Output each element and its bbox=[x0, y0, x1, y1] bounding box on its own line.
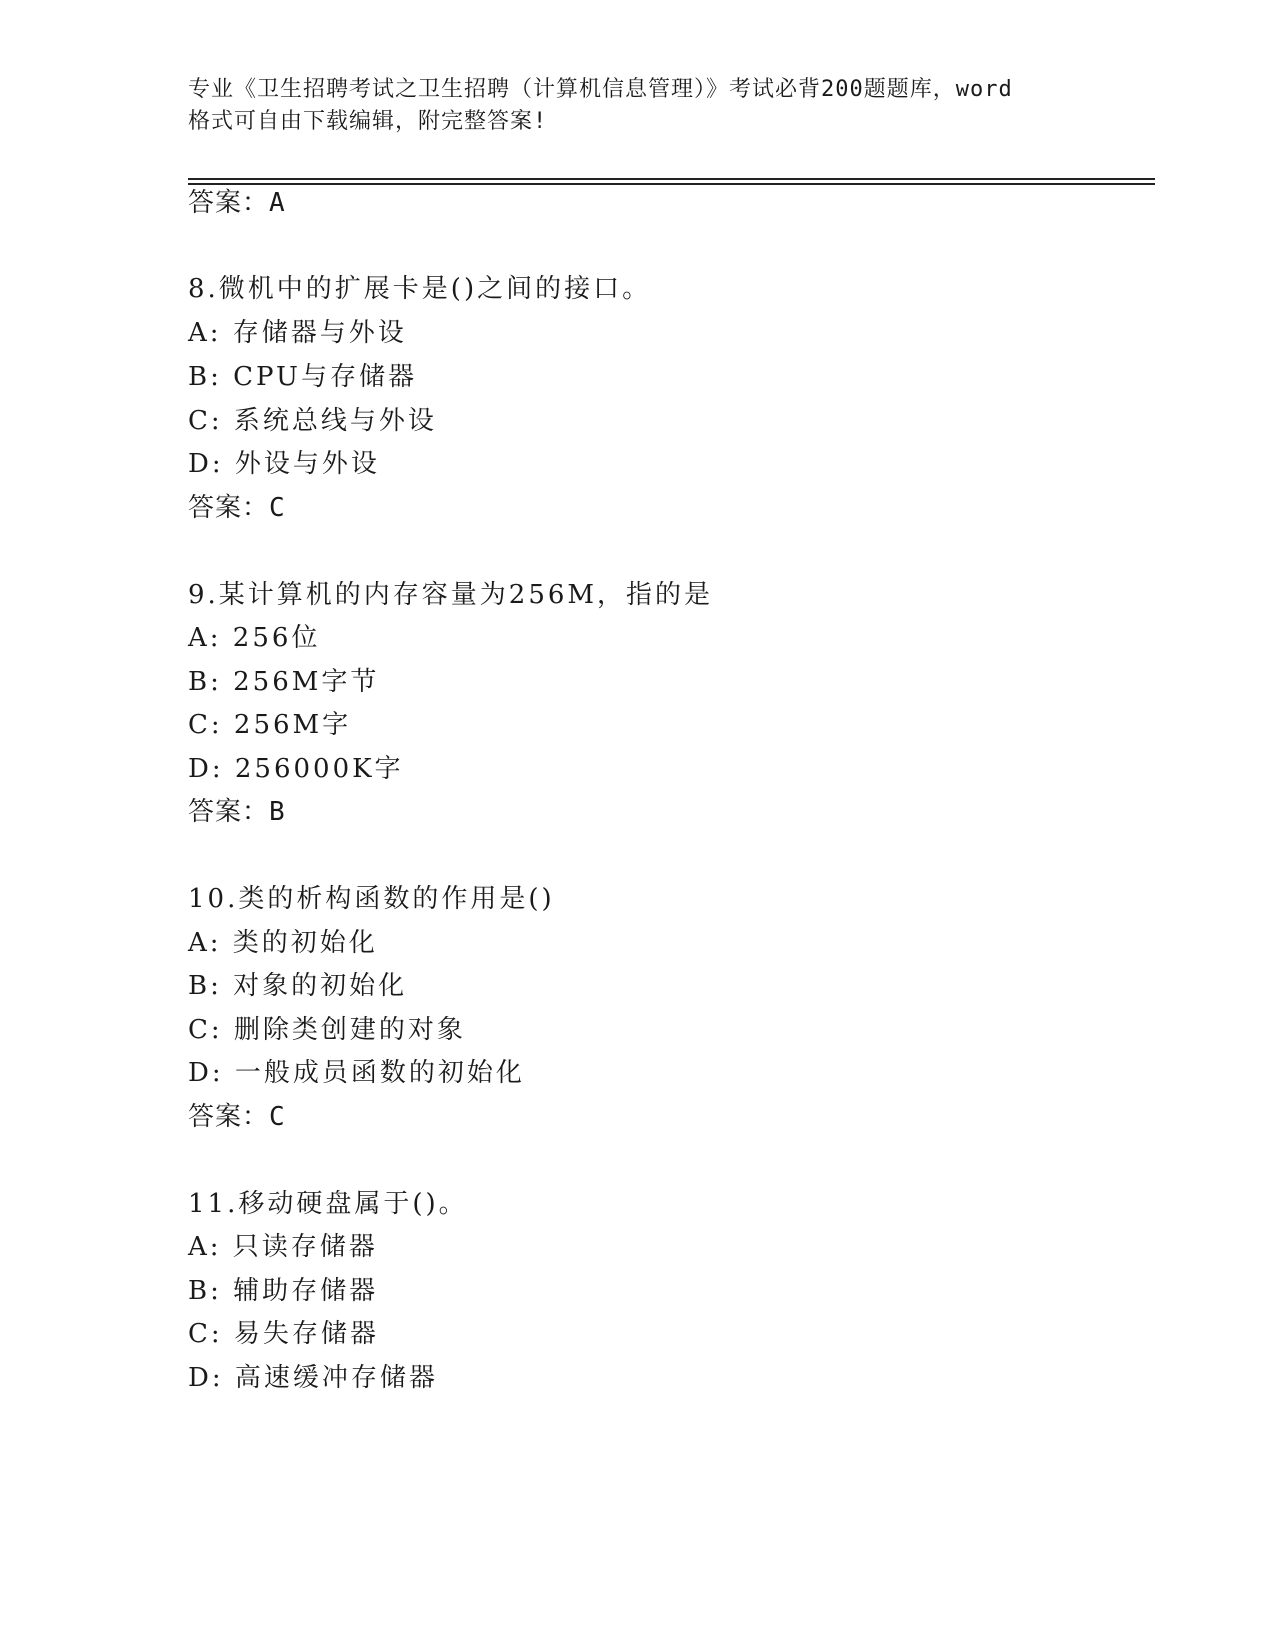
header-line-2: 格式可自由下载编辑，附完整答案! bbox=[188, 109, 548, 134]
question-11-stem: 11.移动硬盘属于()。 bbox=[188, 1189, 468, 1219]
question-10-option-d: D: 一般成员函数的初始化 bbox=[188, 1058, 525, 1088]
header-divider-top bbox=[188, 178, 1155, 180]
question-11-option-d: D: 高速缓冲存储器 bbox=[188, 1363, 438, 1393]
question-9-option-a: A: 256位 bbox=[188, 623, 321, 653]
header-divider-bottom bbox=[188, 183, 1155, 185]
question-9-stem: 9.某计算机的内存容量为256M，指的是 bbox=[188, 580, 714, 610]
question-9-answer: 答案：B bbox=[188, 797, 286, 827]
question-8-option-a: A: 存储器与外设 bbox=[188, 318, 407, 348]
question-8-option-d: D: 外设与外设 bbox=[188, 449, 380, 479]
question-10-option-b: B: 对象的初始化 bbox=[188, 971, 408, 1001]
question-11-option-a: A: 只读存储器 bbox=[188, 1232, 378, 1262]
question-11-option-b: B: 辅助存储器 bbox=[188, 1276, 379, 1306]
answer-prev-question: 答案：A bbox=[188, 188, 286, 218]
question-10-answer: 答案：C bbox=[188, 1102, 286, 1132]
question-8-option-c: C: 系统总线与外设 bbox=[188, 406, 437, 436]
question-9-option-b: B: 256M字节 bbox=[188, 667, 380, 697]
question-8-option-b: B: CPU与存储器 bbox=[188, 362, 417, 392]
document-header bbox=[188, 74, 1088, 138]
question-8-answer: 答案：C bbox=[188, 493, 286, 523]
question-10-stem: 10.类的析构函数的作用是() bbox=[188, 884, 555, 914]
question-10-option-a: A: 类的初始化 bbox=[188, 928, 378, 958]
header-line-1: 专业《卫生招聘考试之卫生招聘（计算机信息管理）》考试必背200题题库，word bbox=[188, 77, 1013, 102]
question-10-option-c: C: 删除类创建的对象 bbox=[188, 1015, 466, 1045]
question-11-option-c: C: 易失存储器 bbox=[188, 1319, 379, 1349]
question-8-stem: 8.微机中的扩展卡是()之间的接口。 bbox=[188, 274, 652, 304]
question-9-option-d: D: 256000K字 bbox=[188, 754, 404, 784]
question-9-option-c: C: 256M字 bbox=[188, 710, 352, 740]
